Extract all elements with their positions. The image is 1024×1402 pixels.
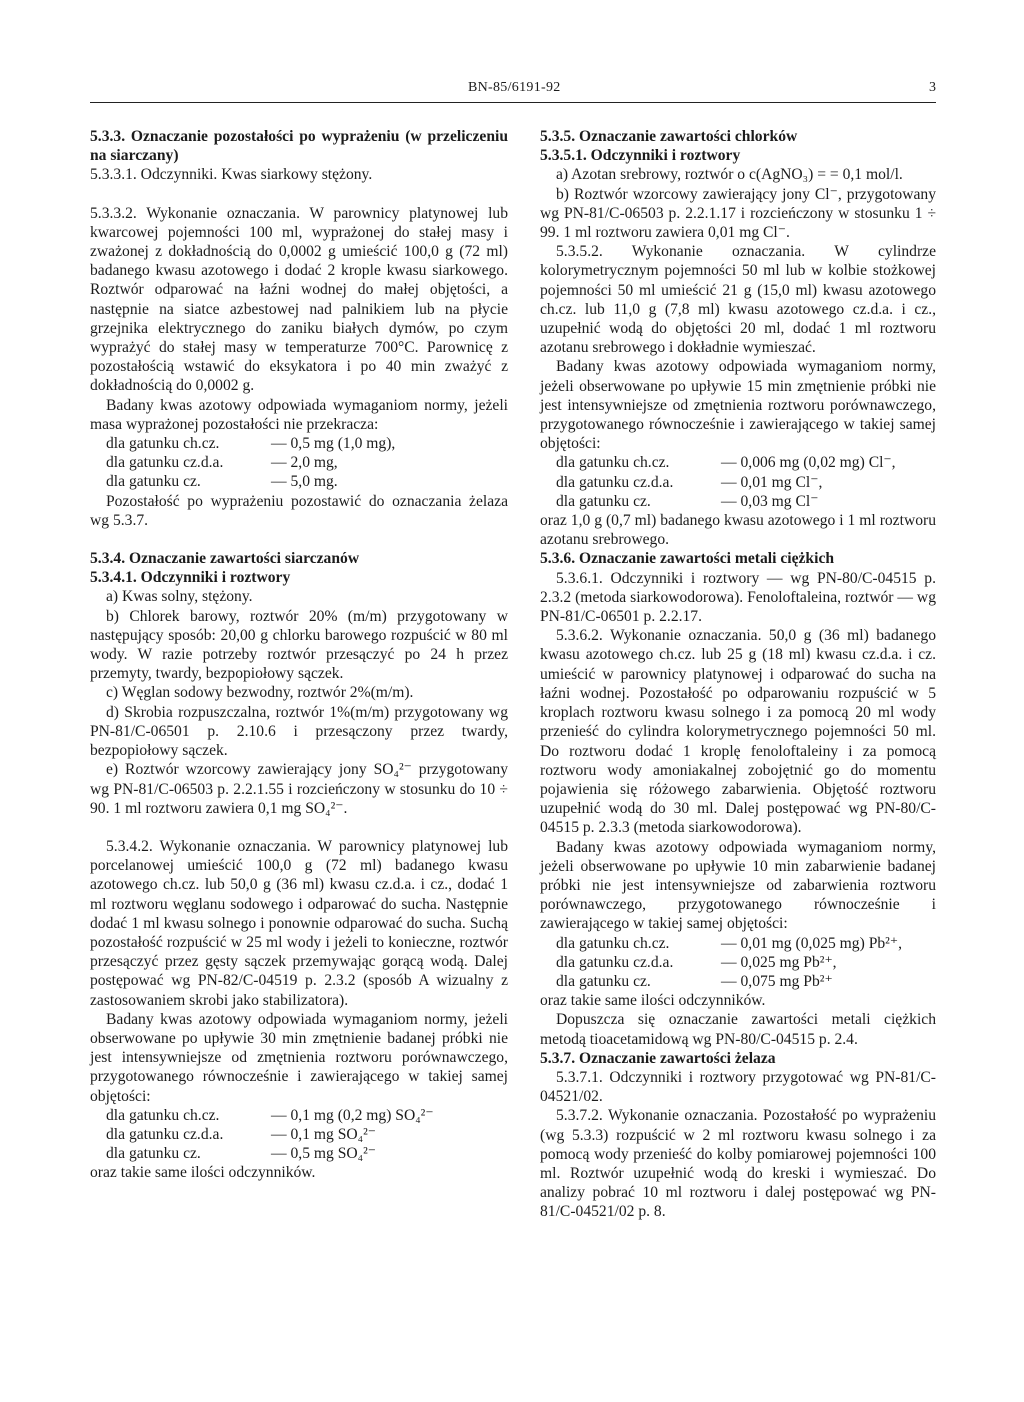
- paragraph: 5.3.3.1. Odczynniki. Kwas siarkowy stężony.: [90, 166, 373, 184]
- paragraph: Pozostałość po wyprażeniu pozostawić do oznaczania żelaza wg 5.3.7.: [90, 492, 508, 529]
- paragraph: oraz takie same ilości odczynników.: [90, 1164, 316, 1182]
- grade-limit-row: [540, 972, 936, 991]
- paragraph: Badany kwas azotowy odpowiada wymaganiom normy, jeżeli obserwowane po upływie 30 min zmętnienie badanej próbki nie jest intensywniejsze od zmętnienia roztworu porównawczego, przygotowanego równocześnie i zawierającego w takiej samej objętości:: [90, 1010, 508, 1105]
- paragraph: 5.3.5.2. Wykonanie oznaczania. W cylindrze kolorymetrycznym pojemności 50 ml lub w kolbie stożkowej pojemności 50 ml umieścić 21 g (15,0 ml) kwasu azotowego ch.cz. lub 11,0 g (7,8 ml) kwasu azotowego cz.d.a. i cz., uzupełnić wodą do objętości 20 ml, dodać 1 ml roztworu azotanu srebrowego i dokładnie wymieszać.: [540, 243, 936, 357]
- grade-limit-value: — 0,5 mg (1,0 mg),: [271, 435, 396, 453]
- grade-limit-value: — 0,01 mg Cl⁻,: [721, 473, 823, 491]
- paragraph: d) Skrobia rozpuszczalna, roztwór 1%(m/m) przygotowany wg PN-81/C-06501 p. 2.10.6 i przesączony przez twardy, bezpopiołowy sączek.: [90, 703, 508, 760]
- grade-limit-value: — 0,006 mg (0,02 mg) Cl⁻,: [721, 454, 896, 472]
- grade-limit-value: — 0,075 mg Pb²⁺: [721, 972, 833, 990]
- paragraph: a) Kwas solny, stężony.: [106, 588, 253, 606]
- grade-limit-value: — 0,03 mg Cl⁻: [721, 492, 819, 510]
- grade-limit-row: [90, 434, 508, 453]
- section-heading: 5.3.5. Oznaczanie zawartości chlorków: [540, 128, 798, 145]
- grade-name: dla gatunku cz.d.a.: [106, 454, 224, 472]
- paragraph: 5.3.7.2. Wykonanie oznaczania. Pozostałość po wyprażeniu (wg 5.3.3) rozpuścić w 2 ml roztworu kwasu solnego i za pomocą wody przenieść do kolby pomiarowej pojemności 100 ml. Roztwór uzupełnić wodą do kreski i wymieszać. Do analizy pobrać 10 ml roztworu i dalej postępować wg PN-81/C-04521/02 p. 8.: [540, 1107, 936, 1221]
- paragraph: Badany kwas azotowy odpowiada wymaganiom normy, jeżeli obserwowane po upływie 15 min zmętnienie próbki nie jest intensywniejsze od zmętnienia roztworu porównawczego, przygotowanego równocześnie i zawierającego w takiej samej objętości:: [540, 358, 936, 453]
- paragraph: 5.3.6.2. Wykonanie oznaczania. 50,0 g (36 ml) badanego kwasu azotowego ch.cz. lub 25 g (18 ml) kwasu cz.d.a. i cz. umieścić w parownicy platynowej i odparować do sucha na łaźni wodnej. Pozostałość po odparowaniu rozpuścić w 5 kroplach roztworu kwasu solnego i za pomocą 20 ml wody przenieść do cylindra kolorymetrycznego pojemności 50 ml. Do roztworu dodać 1 kroplę fenoloftaleiny i za pomocą roztworu wody amoniakalnej zobojętnić go do momentu pojawienia się różowego zabarwienia. Objętość roztworu uzupełnić wodą do 30 ml. Dalej postępować wg PN-80/C-04515 p. 2.3.3 (metoda siarkowodorowa).: [540, 627, 936, 837]
- grade-name: dla gatunku cz.: [106, 473, 201, 491]
- grade-limit-row: [540, 492, 936, 511]
- paragraph-spacer: [90, 530, 508, 549]
- section-heading: 5.3.3. Oznaczanie pozostałości po wyprażeniu (w przeliczeniu na siarczany): [90, 128, 508, 165]
- paragraph: c) Węglan sodowy bezwodny, roztwór 2%(m/m).: [106, 684, 414, 702]
- left-column: [90, 127, 508, 1183]
- paragraph: Dopuszcza się oznaczanie zawartości metali ciężkich metodą tioacetamidową wg PN-80/C-04515 p. 2.4.: [540, 1011, 936, 1048]
- grade-limit-value: — 0,01 mg (0,025 mg) Pb²⁺,: [721, 934, 902, 952]
- grade-name: dla gatunku cz.d.a.: [106, 1125, 224, 1143]
- grade-limit-value: — 0,5 mg SO₄²⁻: [271, 1145, 376, 1163]
- grade-limit-row: [90, 472, 508, 491]
- paragraph: 5.3.7.1. Odczynniki i roztwory przygotować wg PN-81/C-04521/02.: [540, 1068, 936, 1106]
- paragraph: oraz takie same ilości odczynników.: [540, 992, 766, 1010]
- paragraph: e) Roztwór wzorcowy zawierający jony SO₄²⁻ przygotowany wg PN-81/C-06503 p. 2.2.1.55 i rozcieńczony w stosunku do 10 ÷ 90. 1 ml roztworu zawiera 0,1 mg SO₄²⁻.: [90, 761, 508, 817]
- section-heading: 5.3.4.1. Odczynniki i roztwory: [90, 569, 291, 587]
- grade-limit-value: — 0,1 mg (0,2 mg) SO₄²⁻: [271, 1106, 434, 1124]
- grade-name: dla gatunku ch.cz.: [556, 934, 670, 952]
- grade-limit-row: [540, 453, 936, 472]
- grade-limit-row: [90, 1144, 508, 1163]
- grade-limit-row: [540, 934, 936, 953]
- right-column: [540, 127, 936, 1222]
- paragraph: oraz 1,0 g (0,7 ml) badanego kwasu azotowego i 1 ml roztworu azotanu srebrowego.: [540, 512, 936, 549]
- paragraph: 5.3.4.2. Wykonanie oznaczania. W parownicy platynowej lub porcelanowej umieścić 100,0 g (72 ml) badanego kwasu azotowego ch.cz. lub 50,0 g (36 ml) kwasu cz.d.a. i cz., dodać 1 ml roztworu węglanu sodowego i odparować do sucha. Następnie dodać 1 ml kwasu solnego i ponownie odparować do sucha. Suchą pozostałość rozpuścić w 25 ml wody i jeżeli to konieczne, roztwór przesączyć przez gęsty sączek przemywając gorącą wodą. Dalej postępować wg PN-82/C-04519 p. 2.3.2 (sposób A wizualny z zastosowaniem skrobi jako stabilizatora).: [90, 837, 508, 1009]
- paragraph: b) Roztwór wzorcowy zawierający jony Cl⁻, przygotowany wg PN-81/C-06503 p. 2.2.1.17 i rozcieńczony w stosunku 1 ÷ 99. 1 ml roztworu zawiera 0,01 mg Cl⁻.: [540, 185, 936, 242]
- grade-limit-row: [90, 453, 508, 472]
- paragraph: b) Chlorek barowy, roztwór 20% (m/m) przygotowany w następujący sposób: 20,00 g chlorku barowego rozpuścić w 80 ml wody. W razie potrzeby roztwór przesączyć po 24 h przez przemyty, twardy, bezpopiołowy sączek.: [90, 607, 508, 683]
- grade-limit-row: [540, 473, 936, 492]
- paragraph: 5.3.3.2. Wykonanie oznaczania. W parownicy platynowej lub kwarcowej pojemności 100 ml, wyprażonej do stałej masy i zważonej z dokładnością do 0,0002 g umieścić 100,0 g (72 ml) badanego kwasu azotowego i dodać 2 krople kwasu siarkowego. Roztwór odparować na łaźni wodnej do małej objętości, a następnie na siatce azbestowej nad palnikiem lub na płycie grzejnika elektrycznego do zaniku białych dymów, po czym wyprażyć do stałej masy w temperaturze 700°C. Parownicę z pozostałością wstawić do eksykatora i po 40 min zważyć z dokładnością do 0,0002 g.: [90, 204, 508, 395]
- grade-name: dla gatunku cz.: [556, 972, 651, 990]
- paragraph: a) Azotan srebrowy, roztwór o c(AgNO₃) = = 0,1 mol/l.: [556, 166, 903, 184]
- grade-name: dla gatunku cz.: [556, 492, 651, 510]
- section-heading: 5.3.6. Oznaczanie zawartości metali ciężkich: [540, 550, 835, 568]
- paragraph-spacer: [90, 818, 508, 837]
- grade-name: dla gatunku cz.: [106, 1145, 201, 1163]
- page-header: [90, 80, 936, 103]
- grade-name: dla gatunku cz.d.a.: [556, 473, 674, 491]
- grade-name: dla gatunku ch.cz.: [106, 1106, 220, 1124]
- paragraph: 5.3.6.1. Odczynniki i roztwory — wg PN-80/C-04515 p. 2.3.2 (metoda siarkowodorowa). Fenoloftaleina, roztwór — wg PN-81/C-06501 p. 2.2.17.: [540, 569, 936, 626]
- grade-limit-value: — 5,0 mg.: [271, 473, 338, 491]
- grade-limit-value: — 0,1 mg SO₄²⁻: [271, 1125, 376, 1143]
- grade-limit-row: [90, 1125, 508, 1144]
- grade-limit-row: [540, 953, 936, 972]
- paragraph-spacer: [90, 185, 508, 204]
- grade-name: dla gatunku ch.cz.: [106, 435, 220, 453]
- grade-limit-value: — 2,0 mg,: [271, 454, 338, 472]
- document-code: BN-85/6191-92: [468, 80, 561, 95]
- paragraph: Badany kwas azotowy odpowiada wymaganiom normy, jeżeli masa wyprażonej pozostałości nie przekracza:: [90, 396, 508, 433]
- section-heading: 5.3.7. Oznaczanie zawartości żelaza: [540, 1049, 776, 1067]
- section-heading: 5.3.4. Oznaczanie zawartości siarczanów: [90, 550, 360, 568]
- paragraph: Badany kwas azotowy odpowiada wymaganiom normy, jeżeli obserwowane po upływie 10 min zabarwienie badanej próbki nie jest intensywniejsze od zabarwienia roztworu porównawczego, przygotowanego równocześnie i zawierającego w takiej samej objętości:: [540, 838, 936, 933]
- grade-name: dla gatunku ch.cz.: [556, 454, 670, 472]
- page-number: 3: [929, 80, 936, 95]
- section-heading: 5.3.5.1. Odczynniki i roztwory: [540, 147, 741, 165]
- grade-limit-value: — 0,025 mg Pb²⁺,: [721, 953, 837, 971]
- grade-name: dla gatunku cz.d.a.: [556, 953, 674, 971]
- grade-limit-row: [90, 1106, 508, 1125]
